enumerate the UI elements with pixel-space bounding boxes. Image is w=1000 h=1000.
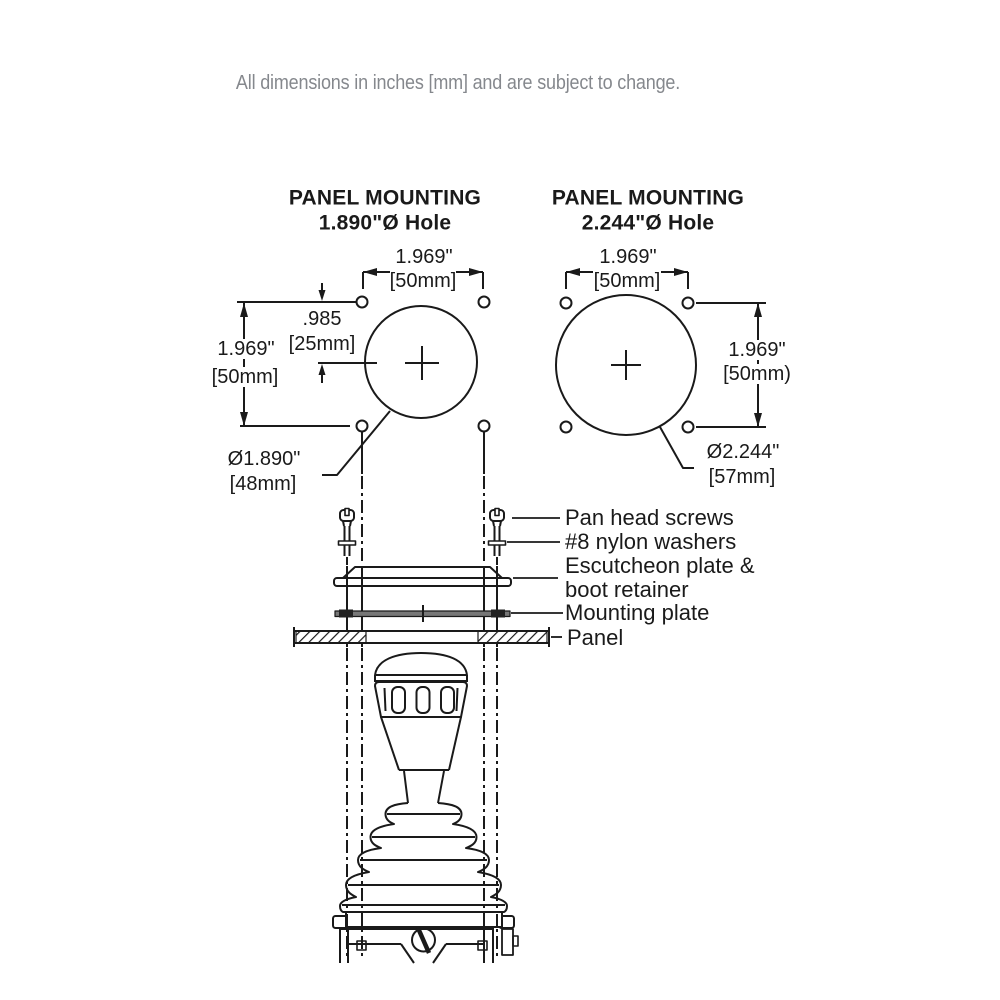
base-flange bbox=[333, 912, 514, 928]
boot-bellows bbox=[340, 803, 507, 912]
callout-panel: Panel bbox=[567, 625, 624, 650]
right-width-inches: 1.969" bbox=[599, 246, 657, 268]
left-hole-diameter-inches: Ø1.890" bbox=[227, 448, 301, 470]
left-hole-diameter-mm: [48mm] bbox=[229, 473, 297, 495]
right-height-mm: [50mm) bbox=[720, 364, 794, 384]
left-height-mm: [50mm] bbox=[209, 367, 282, 387]
callout-nylon-washers: #8 nylon washers bbox=[565, 529, 737, 554]
right-view-title: PANEL MOUNTING bbox=[551, 186, 745, 210]
left-width-inches: 1.969" bbox=[395, 246, 453, 268]
joystick bbox=[333, 653, 518, 963]
exploded-assembly bbox=[294, 476, 563, 963]
panel-section bbox=[294, 627, 549, 647]
callout-boot-retainer: boot retainer bbox=[565, 577, 689, 602]
callout-mounting-plate: Mounting plate bbox=[565, 600, 710, 625]
joystick-body bbox=[340, 927, 518, 963]
left-half-mm: [25mm] bbox=[288, 333, 356, 355]
right-view-subtitle: 2.244"Ø Hole bbox=[581, 211, 715, 235]
callout-pan-head-screws: Pan head screws bbox=[565, 505, 734, 530]
left-hole-leader bbox=[322, 411, 390, 475]
left-view-title: PANEL MOUNTING bbox=[288, 186, 482, 210]
right-hole-diameter-inches: Ø2.244" bbox=[706, 441, 780, 463]
pan-head-screw-right bbox=[489, 509, 506, 557]
left-width-mm: [50mm] bbox=[389, 270, 457, 292]
callout-escutcheon-plate: Escutcheon plate & bbox=[565, 553, 755, 578]
pan-head-screw-left bbox=[339, 509, 356, 557]
left-half-inches: .985 bbox=[302, 308, 342, 330]
left-height-inches: 1.969" bbox=[214, 339, 277, 359]
right-width-mm: [50mm] bbox=[593, 270, 661, 292]
right-hole-diameter-mm: [57mm] bbox=[708, 466, 776, 488]
right-height-inches: 1.969" bbox=[725, 340, 788, 360]
dimension-note: All dimensions in inches [mm] and are subject to change. bbox=[235, 72, 681, 94]
left-view-subtitle: 1.890"Ø Hole bbox=[318, 211, 452, 235]
callout-leaders bbox=[507, 518, 563, 637]
